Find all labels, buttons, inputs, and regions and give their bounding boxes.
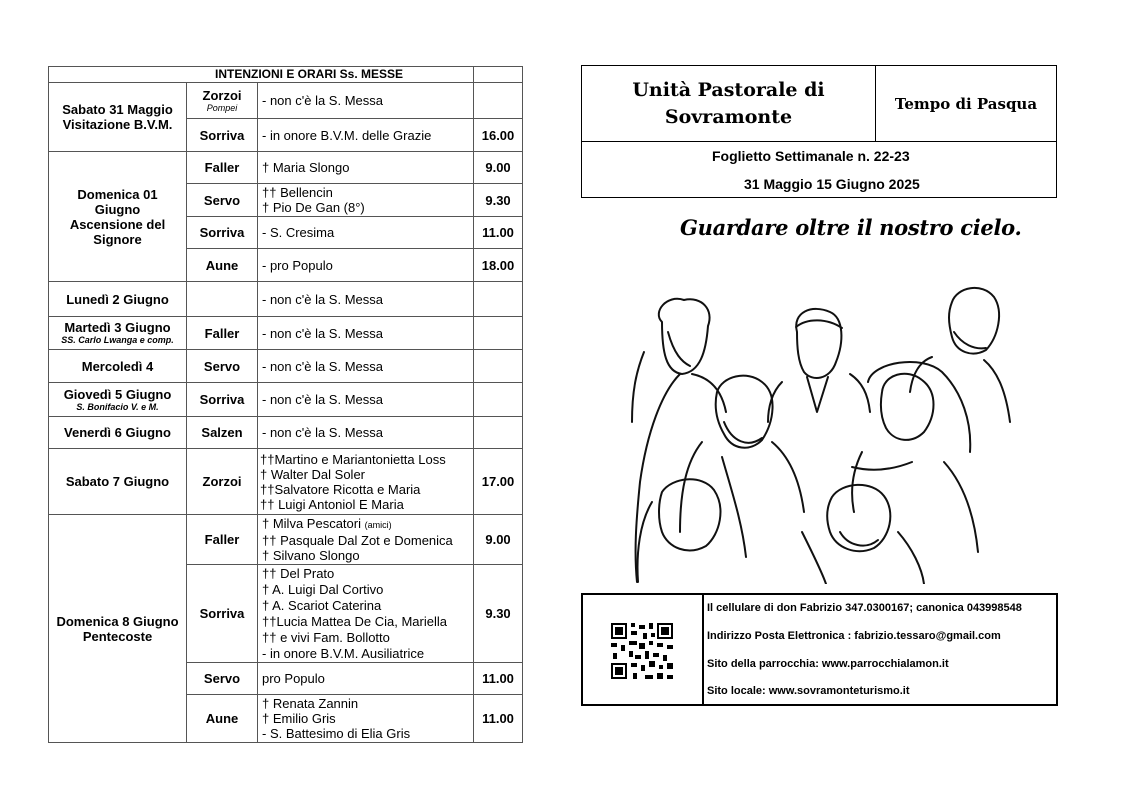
email-text: Indirizzo Posta Elettronica : fabrizio.tessaro@gmail.com: [707, 630, 1001, 642]
bulletin-dates: 31 Maggio 15 Giugno 2025: [744, 176, 920, 192]
table-header: INTENZIONI E ORARI Ss. MESSE: [49, 67, 474, 83]
apostles-illustration: [622, 282, 1017, 584]
table-row: Sabato 7 Giugno Zorzoi ††Martino e Mariantonietta Loss † Walter Dal Soler ††Salvatore Ricotta e Maria †† Luigi Antoniol E Maria 17.00: [49, 449, 523, 515]
motto-title: Guardare oltre il nostro cielo.: [680, 215, 1022, 240]
bulletin-info: [582, 142, 1056, 197]
table-header-row: [49, 67, 523, 83]
table-row: Aune - pro Populo 18.00: [49, 249, 523, 282]
table-row: Sorriva - S. Cresima 11.00: [49, 217, 523, 249]
table-row: Giovedì 5 Giugno S. Bonifacio V. e M. Sorriva - non c'è la S. Messa: [49, 383, 523, 417]
phone-text: Il cellulare di don Fabrizio 347.0300167; canonica 043998548: [707, 602, 1022, 614]
table-row: Mercoledì 4 Servo - non c'è la S. Messa: [49, 350, 523, 383]
table-row: Aune † Renata Zannin † Emilio Gris - S. Battesimo di Elia Gris 11.00: [49, 695, 523, 743]
day-cell: Sabato 31 Maggio Visitazione B.V.M.: [49, 83, 187, 152]
day-cell: Domenica 01 Giugno Ascensione del Signore: [49, 152, 187, 282]
day-cell: Domenica 8 Giugno Pentecoste: [49, 515, 187, 743]
parish-name: Unità Pastorale di Sovramonte: [582, 66, 876, 142]
mass-schedule-table: [48, 66, 523, 743]
table-row: Domenica 8 Giugno Pentecoste Faller † Milva Pescatori (amici) †† Pasquale Dal Zot e Domenica † Silvano Slongo 9.00: [49, 515, 523, 565]
qr-code-icon: [611, 623, 673, 679]
table-row: [49, 83, 523, 119]
place-cell: Zorzoi Pompei: [187, 83, 258, 119]
table-row: Domenica 01 Giugno Ascensione del Signore Faller † Maria Slongo 9.00: [49, 152, 523, 184]
intention-cell: - non c'è la S. Messa: [258, 83, 474, 119]
table-row: Sorriva †† Del Prato † A. Luigi Dal Cortivo † A. Scariot Caterina ††Lucia Mattea De Cia, Mariella †† e vivi Fam. Bollotto - in onore B.V.M. Ausiliatrice 9.30: [49, 565, 523, 663]
bulletin-number: Foglietto Settimanale n. 22-23: [712, 148, 910, 164]
table-row: Venerdì 6 Giugno Salzen - non c'è la S. Messa: [49, 417, 523, 449]
table-row: Lunedì 2 Giugno - non c'è la S. Messa: [49, 282, 523, 317]
local-site-text: Sito locale: www.sovramonteturismo.it: [707, 685, 910, 697]
contact-box: [581, 593, 1058, 706]
table-row: Sorriva - in onore B.V.M. delle Grazie 16.00: [49, 119, 523, 152]
table-row: Servo †† Bellencin † Pio De Gan (8°) 9.30: [49, 184, 523, 217]
parish-site-text: Sito della parrocchia: www.parrocchialamon.it: [707, 658, 949, 670]
liturgical-season: Tempo di Pasqua: [876, 66, 1056, 142]
bulletin-header: [581, 65, 1057, 198]
table-row: Servo pro Populo 11.00: [49, 663, 523, 695]
table-row: Martedì 3 Giugno SS. Carlo Lwanga e comp. Faller - non c'è la S. Messa: [49, 317, 523, 350]
time-cell: [474, 83, 523, 119]
